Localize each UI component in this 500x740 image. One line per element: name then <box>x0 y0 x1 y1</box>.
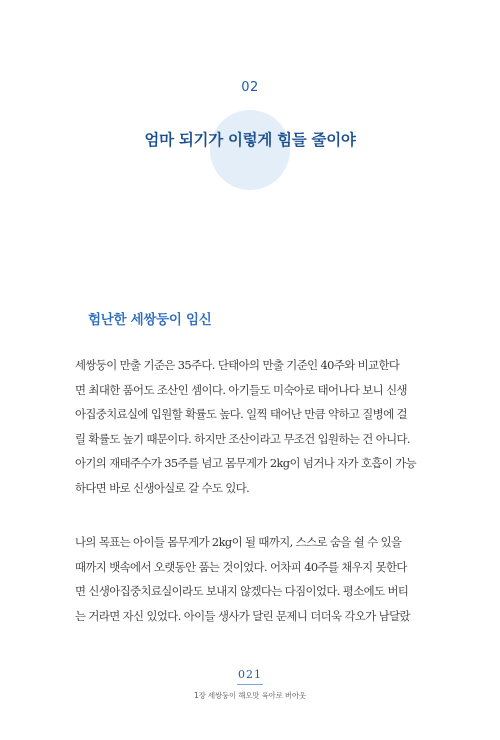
paragraph-line: 아집중치료실에 입원할 확률도 높다. 일찍 태어난 만큼 약하고 질병에 걸 <box>75 407 407 421</box>
paragraph-line: 면 신생아집중치료실이라도 보내지 않겠다는 다짐이었다. 평소에도 버티 <box>75 584 409 598</box>
section-heading: 험난한 세쌍둥이 임신 <box>88 312 212 328</box>
page-number: 021 <box>238 668 262 681</box>
paragraph-line: 세쌍둥이 만출 기준은 35주다. 단태아의 만출 기준인 40주와 비교한다 <box>75 358 400 372</box>
paragraph-line: 릴 확률도 높기 때문이다. 하지만 조산이라고 무조건 입원하는 건 아니다. <box>75 431 410 446</box>
paragraph-line: 나의 목표는 아이들 몸무게가 2kg이 될 때까지, 스스로 숨을 쉴 수 있을 <box>75 535 402 549</box>
body-paragraph-2 <box>75 530 433 628</box>
paragraph-line: 는 거라면 자신 있었다. 아이들 생사가 달린 문제니 더더욱 각오가 남달랐 <box>75 608 410 623</box>
paragraph-line: 아기의 재태주수가 35주를 넘고 몸무게가 2kg이 넘거나 자가 호흡이 가능 <box>75 456 417 470</box>
chapter-number: 02 <box>241 80 259 95</box>
body-paragraph-1 <box>75 353 433 500</box>
title-decoration-circle <box>210 110 290 190</box>
page-number-rule <box>237 684 263 685</box>
paragraph-line: 때까지 뱃속에서 오랫동안 품는 것이었다. 어차피 40주를 채우지 못한다 <box>75 559 407 574</box>
running-footer: 1장 세쌍둥이 해오맛 육아로 버아웃 <box>194 691 306 700</box>
paragraph-line: 하다면 바로 신생아실로 갈 수도 있다. <box>75 480 250 495</box>
paragraph-line: 면 최대한 품어도 조산인 셈이다. 아기들도 미숙아로 태어나다 보니 신생 <box>75 382 407 397</box>
chapter-title: 엄마 되기가 이렇게 힘들 줄이야 <box>144 131 356 149</box>
